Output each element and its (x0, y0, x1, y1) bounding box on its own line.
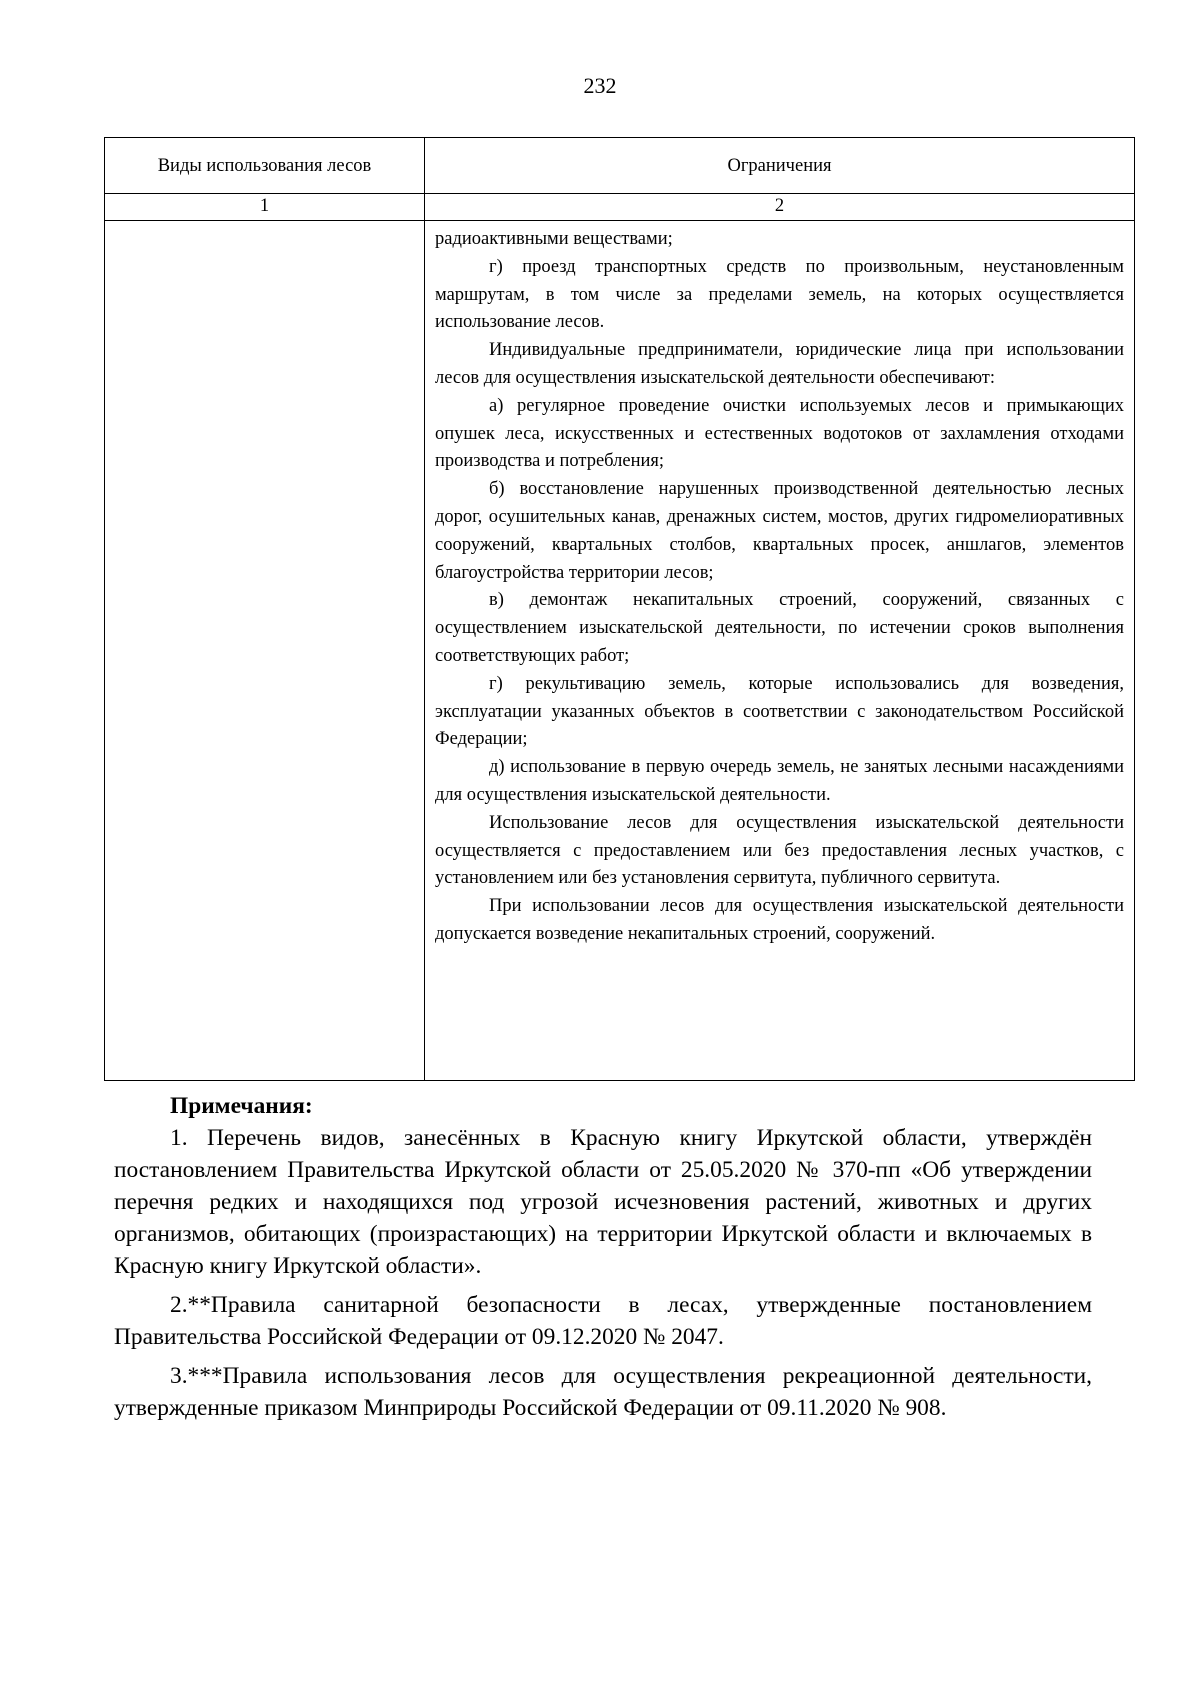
table-header-row (105, 138, 1135, 194)
notes-title: Примечания: (170, 1093, 313, 1119)
table-number-row (105, 194, 1135, 221)
restriction-paragraph: Индивидуальные предприниматели, юридические лица при использовании лесов для осуществления изыскательской деятельности обеспечивают: (435, 340, 1124, 388)
restriction-paragraph: д) использование в первую очередь земель, не занятых лесными насаждениями для осуществления изыскательской деятельности. (435, 757, 1124, 805)
notes-section (114, 1090, 1092, 1431)
restrictions-cell (425, 221, 1135, 1081)
restriction-paragraph: в) демонтаж некапитальных строений, сооружений, связанных с осуществлением изыскательской деятельности, по истечении сроков выполнения соответствующих работ; (435, 590, 1124, 666)
note-item: 2.**Правила санитарной безопасности в лесах, утвержденные постановлением Правительства Российской Федерации от 09.12.2020 № 2047. (114, 1292, 1092, 1350)
column-number-1: 1 (105, 194, 425, 221)
column-number-2: 2 (425, 194, 1135, 221)
header-restrictions: Ограничения (425, 138, 1135, 194)
restriction-paragraph: а) регулярное проведение очистки используемых лесов и примыкающих опушек леса, искусственных и естественных водотоков от захламления отходами производства и потребления; (435, 395, 1124, 472)
forest-use-type-cell (105, 221, 425, 1081)
restriction-paragraph: г) рекультивацию земель, которые использовались для возведения, эксплуатации указанных объектов в соответствии с законодательством Российской Федерации; (435, 673, 1124, 750)
table-row (105, 221, 1135, 1081)
restriction-paragraph: г) проезд транспортных средств по произвольным, неустановленным маршрутам, в том числе за пределами земель, на которых осуществляется использование лесов. (435, 256, 1124, 333)
note-item: 3.***Правила использования лесов для осуществления рекреационной деятельности, утвержденные приказом Минприроды Российской Федерации от 09.11.2020 № 908. (114, 1363, 1092, 1421)
restriction-paragraph: Использование лесов для осуществления изыскательской деятельности осуществляется с предоставлением или без предоставления лесных участков, с установлением или без установления сервитута, публичного сервитута. (435, 812, 1124, 889)
restrictions-table (104, 137, 1135, 1081)
restriction-paragraph: При использовании лесов для осуществления изыскательской деятельности допускается возведение некапитальных строений, сооружений. (435, 896, 1124, 944)
page-number: 232 (583, 73, 617, 98)
restriction-paragraph: б) восстановление нарушенных производственной деятельностью лесных дорог, осушительных канав, дренажных систем, мостов, других гидромелиоративных сооружений, квартальных столбов, квартальных просек, аншлагов, элементов благоустройства территории лесов; (435, 479, 1124, 583)
restriction-paragraph: радиоактивными веществами; (435, 229, 673, 249)
note-item: 1. Перечень видов, занесённых в Красную книгу Иркутской области, утверждён постановлением Правительства Иркутской области от 25.05.2020 № 370-пп «Об утверждении перечня редких и находящихся под угрозой исчезновения растений, животных и других организмов, обитающих (произрастающих) на территории Иркутской области и включаемых в Красную книгу Иркутской области». (114, 1125, 1092, 1279)
header-forest-use-types: Виды использования лесов (105, 138, 425, 194)
